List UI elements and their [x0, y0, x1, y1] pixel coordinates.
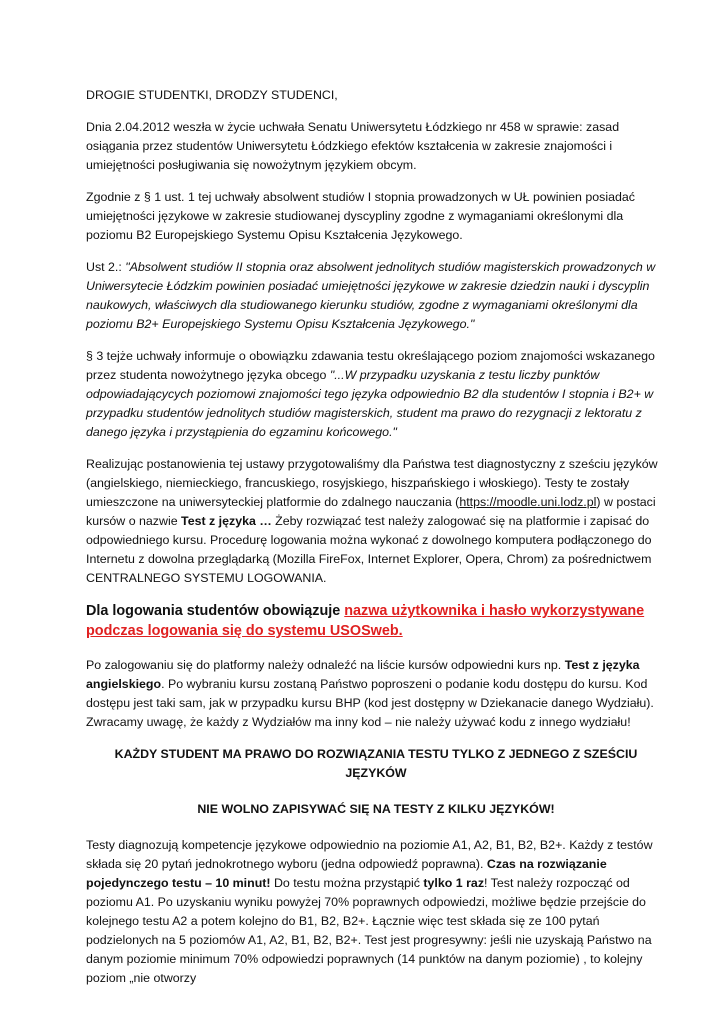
italic-quote: "...W przypadku uzyskania z testu liczby punktów odpowiadającycych poziomowi znajomości tego języka odpowiednio B2 dla studentów I stopnia i B2+ w przypadku studentów jednolitych studiów magisterskich, student ma prawo do rezygnacji z lektoratu z danego języka i przystąpienia do egzaminu końcowego." [86, 368, 654, 439]
bold-course-example: Test z języka angielskiego [86, 658, 640, 691]
paragraph-resolution-intro: Dnia 2.04.2012 weszła w życie uchwała Senatu Uniwersytetu Łódzkiego nr 458 w sprawie: zasad osiągania przez studentów Uniwersytetu Łódzkiego efektów kształcenia w zakresie znajomości i umiejętności posługiwania się nowożytnym językiem obcym. [86, 120, 620, 172]
paragraph-test-platform [86, 455, 666, 588]
notice-no-multiple: NIE WOLNO ZAPISYWAĆ SIĘ NA TESTY Z KILKU JĘZYKÓW! [197, 802, 555, 816]
paragraph-text: ) w postaci kursów o nazwie [86, 495, 656, 528]
paragraph-text: Po zalogowaniu się do platformy należy odnaleźć na liście kursów odpowiedni kurs np. [86, 658, 565, 672]
paragraph-text: Żeby rozwiązać test należy zalogować się na platformie i zapisać do odpowiedniego kursu. Procedurę logowania można wykonać z dowolnego komputera podłączonego do Internetu z dowolna przeglądarką (Mozilla FireFox, Internet Explorer, Opera, Chrom) za pośrednictwem CENTRALNEGO SYSTEMU LOGOWANIA. [86, 514, 652, 585]
paragraph-text: Testy diagnozują kompetencje językowe odpowiednio na poziomie A1, A2, B1, B2, B2+. Każdy z testów składa się 20 pytań jednokrotnego wyboru (jedna odpowiedź poprawna). [86, 838, 653, 871]
login-heading-highlight: nazwa użytkownika i hasło wykorzystywane podczas logowania się do systemu USOSweb. [86, 603, 645, 639]
paragraph-text: § 3 tejże uchwały informuje o obowiązku zdawania testu określającego poziom znajomości wskazanego przez studenta nowożytnego języka obcego [86, 349, 655, 382]
paragraph-first-degree: Zgodnie z § 1 ust. 1 tej uchwały absolwent studiów I stopnia prowadzonych w UŁ powinien posiadać umiejętności językowe w zakresie studiowanej dyscypliny zgodne z wymaganiami określonymi dla poziomu B2 Europejskiego Systemu Opisu Kształcenia Językowego. [86, 190, 635, 242]
paragraph-prefix: Ust 2.: [86, 260, 126, 274]
paragraph-text: Realizując postanowienia tej ustawy przygotowaliśmy dla Państwa test diagnostyczny z sześciu języków (angielskiego, niemieckiego, francuskiego, rosyjskiego, hiszpańskiego i włoskiego). Testy te zostały umieszczone na uniwersyteckiej platformie do zdalnego nauczania ( [86, 457, 658, 509]
italic-quote: "Absolwent studiów II stopnia oraz absolwent jednolitych studiów magisterskich prowadzonych w Uniwersytecie Łódzkim powinien posiadać umiejętności językowe w zakresie dziedzin nauki i dyscyplin naukowych, właściwych dla studiowanego kierunku studiów, zgodne z wymaganiami określonymi dla poziomu B2+ Europejskiego Systemu Opisu Kształcenia Językowego." [86, 260, 656, 331]
paragraph-course-enrollment [86, 656, 666, 732]
moodle-link[interactable]: https://moodle.uni.lodz.pl [459, 495, 597, 509]
paragraph-second-degree [86, 258, 666, 334]
login-heading-prefix: Dla logowania studentów obowiązuje [86, 603, 345, 619]
paragraph-text: . Po wybraniu kursu zostaną Państwo poproszeni o podanie kodu dostępu do kursu. Kod dostępu jest taki sam, jak w przypadku kursu BHP (kod jest dostępny w Dziekanacie danego Wydziału). Zwracamy uwagę, że każdy z Wydziałów ma inny kod – nie należy używać kodu z innego wydziału! [86, 677, 654, 729]
paragraph-test-obligation [86, 347, 666, 442]
notice-one-language: KAŻDY STUDENT MA PRAWO DO ROZWIĄZANIA TESTU TYLKO Z JEDNEGO Z SZEŚCIU JĘZYKÓW [114, 747, 638, 780]
login-heading [86, 601, 666, 641]
paragraph-text: ! Test należy rozpocząć od poziomu A1. Po uzyskaniu wyniku powyżej 70% poprawnych odpowiedzi, możliwe będzie przejście do kolejnego testu A2 a potem kolejno do B1, B2, B2+. Łącznie więc test składa się ze 100 pytań podzielonych na 5 poziomów A1, A2, B1, B2, B2+. Test jest progresywny: jeśli nie uzyskają Państwo na danym poziomie minimum 70% odpowiedzi poprawnych (14 punktów na danym poziomie) , to kolejny poziom „nie otworzy [86, 876, 652, 985]
greeting: DROGIE STUDENTKI, DRODZY STUDENCI, [86, 88, 338, 102]
bold-time-limit: Czas na rozwiązanie pojedynczego testu – 10 minut! [86, 857, 607, 890]
bold-course-name: Test z języka … [181, 514, 272, 528]
paragraph-text: Do testu można przystąpić [270, 876, 424, 890]
bold-one-attempt: tylko 1 raz [423, 876, 485, 890]
paragraph-test-levels [86, 836, 666, 988]
